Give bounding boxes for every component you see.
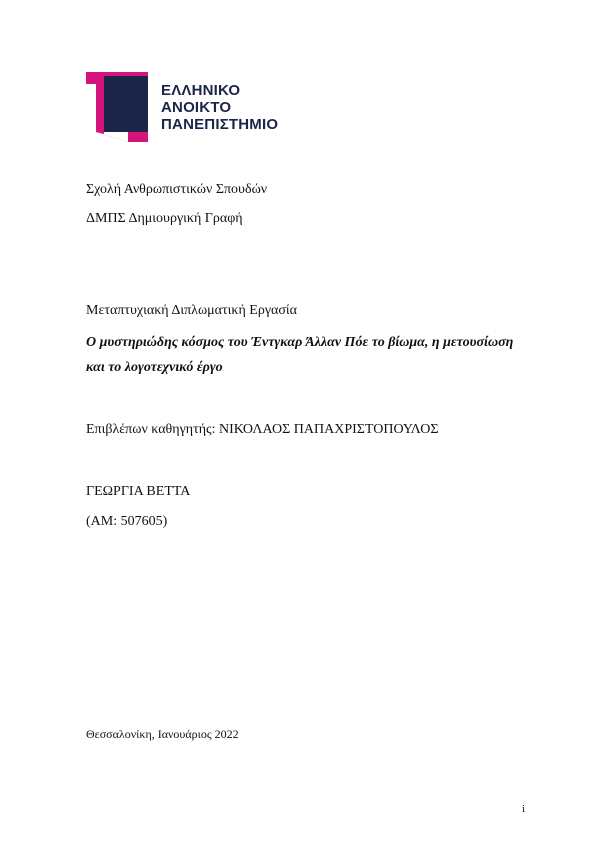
- logo-line-2: ΑΝΟΙΚΤΟ: [161, 99, 232, 116]
- thesis-title: [86, 330, 536, 380]
- program-name: ΔΜΠΣ Δημιουργική Γραφή: [86, 211, 243, 226]
- university-logo-text: [161, 82, 278, 133]
- university-logo: [86, 70, 286, 145]
- logo-line-1: ΕΛΛΗΝΙΚΟ: [161, 82, 241, 99]
- thesis-type: Μεταπτυχιακή Διπλωματική Εργασία: [86, 303, 297, 318]
- author-name: ΓΕΩΡΓΙΑ ΒΕΤΤΑ: [86, 484, 191, 499]
- logo-line-3: ΠΑΝΕΠΙΣΤΗΜΙΟ: [161, 116, 279, 133]
- student-id: (ΑΜ: 507605): [86, 514, 168, 529]
- page-number: i: [522, 803, 526, 815]
- thesis-title-line-1: Ο μυστηριώδης κόσμος του Έντγκαρ Άλλαν Πόε το βίωμα, η μετουσίωση: [86, 335, 514, 350]
- thesis-title-line-2: και το λογοτεχνικό έργο: [86, 360, 223, 375]
- university-logo-mark-icon: [86, 70, 156, 142]
- supervisor: Επιβλέπων καθηγητής: ΝΙΚΟΛΑΟΣ ΠΑΠΑΧΡΙΣΤΟΠΟΥΛΟΣ: [86, 422, 439, 437]
- school-name: Σχολή Ανθρωπιστικών Σπουδών: [86, 182, 268, 197]
- place-date: Θεσσαλονίκη, Ιανουάριος 2022: [86, 727, 239, 741]
